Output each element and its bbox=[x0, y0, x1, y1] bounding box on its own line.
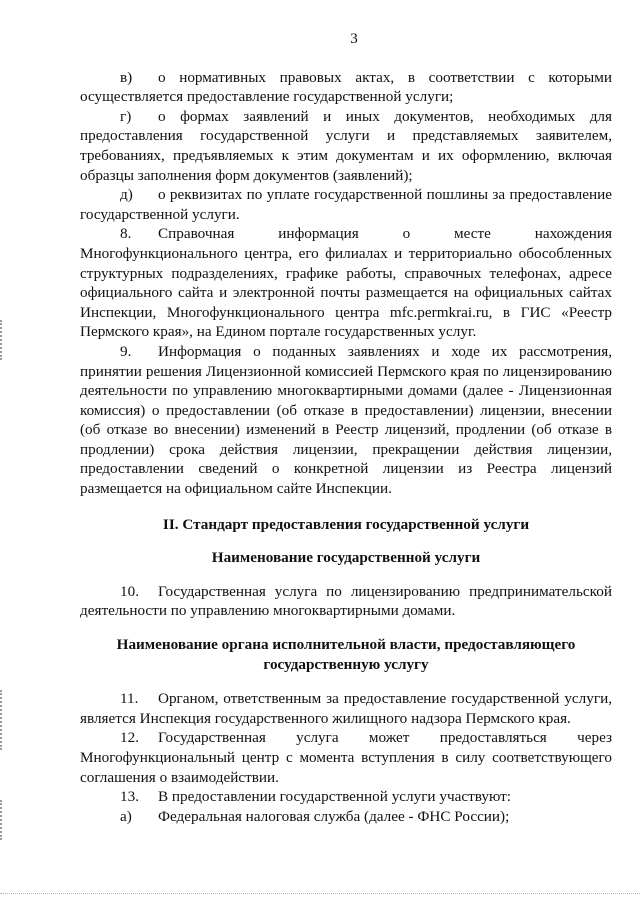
paragraph-13-number: 13. bbox=[120, 788, 139, 806]
paragraph-10-number: 10. bbox=[120, 582, 139, 600]
subsection-heading-organ-line1: Наименование органа исполнительной власти, предоставляющего bbox=[116, 636, 576, 654]
paragraph-13 bbox=[80, 787, 612, 807]
paragraph-v bbox=[80, 68, 612, 107]
scan-edge-mark bbox=[0, 690, 8, 750]
scan-bottom-edge bbox=[0, 893, 640, 894]
paragraph-g-text: о формах заявлений и иных документов, необходимых для предоставления государственной услуги и представляемых заявителем, требованиях, предъявляемых к этим документам и их оформлению, включая образцы заполнения форм документов (заявлений); bbox=[80, 107, 612, 184]
list-label-a: а) bbox=[120, 807, 132, 825]
paragraph-9-number: 9. bbox=[120, 342, 132, 360]
section-heading: II. Стандарт предоставления государственной услуги bbox=[162, 515, 530, 533]
list-label-v: в) bbox=[120, 68, 133, 86]
paragraph-10 bbox=[80, 582, 612, 621]
subsection-heading-service-name: Наименование государственной услуги bbox=[211, 549, 481, 567]
subsection-heading-organ bbox=[80, 635, 612, 674]
paragraph-11-number: 11. bbox=[120, 690, 139, 708]
paragraph-12-number: 12. bbox=[120, 729, 139, 747]
document-page bbox=[80, 30, 612, 826]
paragraph-12-text: Государственная услуга может предоставляться через Многофункциональный центр с момента вступления в силу соответствующего соглашения о взаимодействии. bbox=[80, 729, 612, 786]
list-label-d: д) bbox=[120, 186, 133, 204]
list-label-g: г) bbox=[120, 107, 132, 125]
paragraph-9 bbox=[80, 342, 612, 499]
paragraph-a bbox=[80, 807, 612, 827]
paragraph-10-text: Государственная услуга по лицензированию предпринимательской деятельности по управлению многоквартирными домами. bbox=[80, 582, 612, 620]
paragraph-11 bbox=[80, 689, 612, 728]
paragraph-8-text: Справочная информация о месте нахождения Многофункционального центра, его филиалах и территориально обособленных структурных подразделениях, графике работы, справочных телефонах, адресе официального сайта и электронной почты размещается на официальных сайтах Инспекции, Многофункционального центра mfc.permkrai.ru, в ГИС «Реестр Пермского края», на Едином портале государственных услуг. bbox=[80, 225, 612, 341]
paragraph-13-text: В предоставлении государственной услуги участвуют: bbox=[158, 788, 511, 806]
paragraph-d bbox=[80, 185, 612, 224]
subsection-heading-organ-line2: государственную услугу bbox=[263, 655, 429, 673]
page-number: 3 bbox=[350, 31, 358, 47]
paragraph-12 bbox=[80, 728, 612, 787]
scan-edge-mark bbox=[0, 320, 8, 360]
paragraph-a-text: Федеральная налоговая служба (далее - ФНС России); bbox=[158, 807, 510, 825]
paragraph-g bbox=[80, 107, 612, 185]
paragraph-8 bbox=[80, 224, 612, 342]
paragraph-d-text: о реквизитах по уплате государственной пошлины за предоставление государственной услуги. bbox=[80, 186, 612, 223]
paragraph-v-text: о нормативных правовых актах, в соответствии с которыми осуществляется предоставление государственной услуги; bbox=[80, 68, 612, 106]
paragraph-9-text: Информация о поданных заявлениях и ходе их рассмотрения, принятии решения Лицензионной комиссией Пермского края по лицензированию деятельности по управлению многоквартирными домами (далее - Лицензионная комиссия) о предоставлении (об отказе в предоставлении) лицензии, внесении (об отказе во внесении) изменений в Реестр лицензий, продлении (об отказе в продлении) срока действия лицензии, прекращении действия лицензии, предоставлении сведений о конкретной лицензии из Реестра лицензий размещается на официальном сайте Инспекции. bbox=[80, 342, 612, 498]
scan-edge-mark bbox=[0, 800, 8, 840]
paragraph-11-text: Органом, ответственным за предоставление государственной услуги, является Инспекция государственного жилищного надзора Пермского края. bbox=[80, 690, 612, 727]
paragraph-8-number: 8. bbox=[120, 225, 132, 243]
